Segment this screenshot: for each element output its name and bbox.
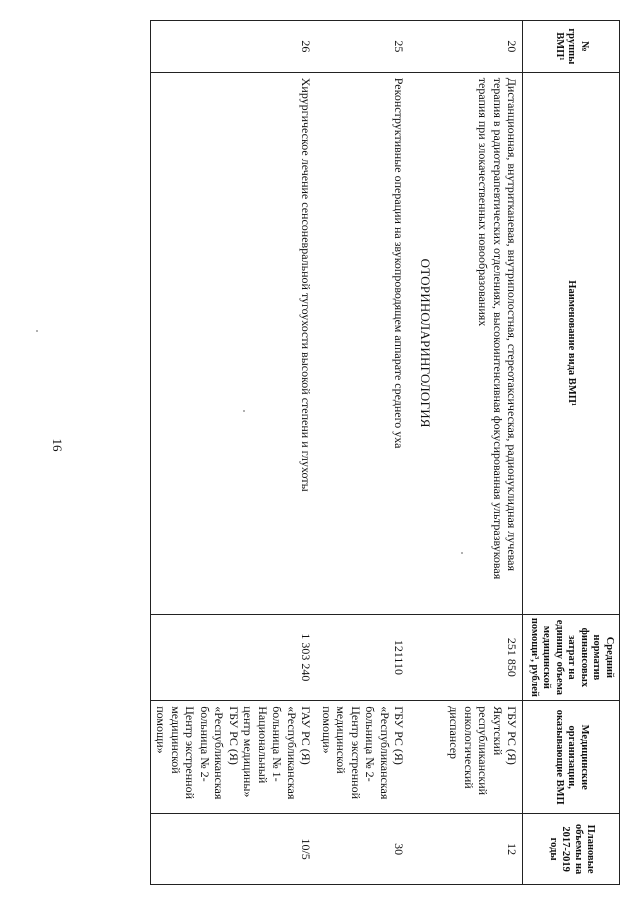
table-row: [151, 21, 317, 885]
row-cost: 251 850: [444, 614, 523, 701]
row-group: 25: [317, 21, 410, 73]
row-volume: 10/5: [151, 814, 317, 885]
header-orgs: Медицинские организации, оказывающие ВМП: [523, 701, 620, 814]
row-orgs: [444, 701, 523, 814]
table-row: [444, 21, 523, 885]
row-orgs: [317, 701, 410, 814]
row-name: Реконструктивные операции на звукопроводящем аппарате среднего уха: [317, 72, 410, 614]
scan-speck: [36, 330, 38, 332]
header-group: № группы ВМП¹: [523, 21, 620, 73]
section-row: [410, 21, 445, 885]
header-cost: Средний норматив финансовых затрат на единицу объема медицинской помощи³, рублей: [523, 614, 620, 701]
header-name: Наименование вида ВМП¹: [523, 72, 620, 614]
table-header-row: [523, 21, 620, 885]
row-orgs: [151, 701, 317, 814]
vmp-table: [150, 20, 620, 885]
row-volume: 30: [317, 814, 410, 885]
header-volume: Плановые объемы на 2017-2019 годы: [523, 814, 620, 885]
table-row: [317, 21, 410, 885]
row-cost: 121110: [317, 614, 410, 701]
section-title: ОТОРИНОЛАРИНГОЛОГИЯ: [410, 72, 445, 614]
row-cost: 1 303 240: [151, 614, 317, 701]
org-name: ГБУ РС (Я) «Республиканская больница № 2-Центр экстренной медицинской помощи»: [320, 706, 407, 800]
org-name: ГБУ РС (Я) «Республиканская больница № 2-Центр экстренной медицинской помощи»: [154, 706, 241, 800]
row-group: 26: [151, 21, 317, 73]
row-name: Дистанционная, внутритканевая, внутриполостная, стереотаксическая, радионуклидная лучевая терапия в радиотерапевтических отделениях, высокоинтенсивная фокусированная ультразвуковая терапия при злокачественных новообразованиях: [444, 72, 523, 614]
row-volume: 12: [444, 814, 523, 885]
row-name: Хирургическое лечение сенсоневральной тугоухости высокой степени и глухоты: [151, 72, 317, 614]
page-number: 16: [50, 438, 65, 452]
row-group: 20: [444, 21, 523, 73]
rotated-table-container: [75, 20, 620, 885]
org-name: ГБУ РС (Я) Якутский республиканский онкологический диспансер: [447, 706, 520, 796]
org-name: ГАУ РС (Я) «Республиканская больница № 1-Национальный центр медицины»: [241, 706, 314, 800]
